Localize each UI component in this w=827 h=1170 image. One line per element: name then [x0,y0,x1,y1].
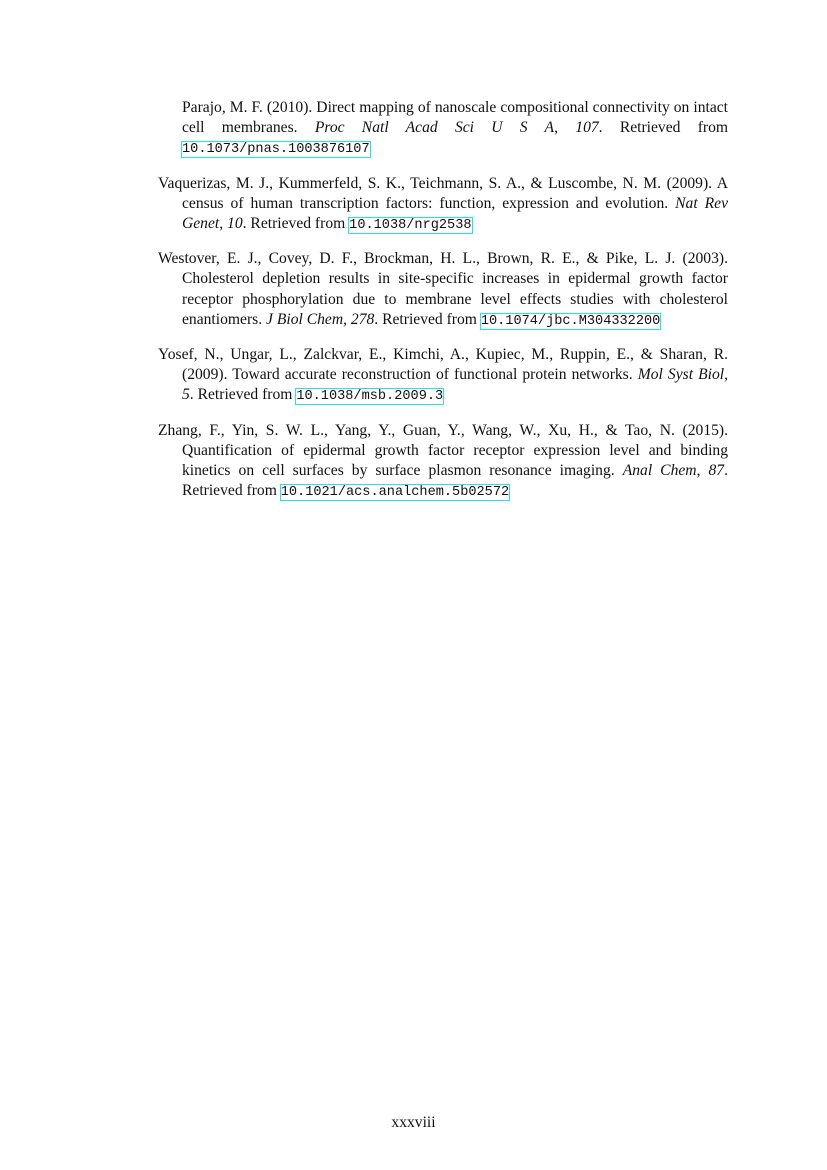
reference-entry [158,421,728,504]
doi-link[interactable]: 10.1074/jbc.M304332200 [480,313,661,329]
reference-separator: , [343,310,351,328]
retrieved-text: . Retrieved from [242,215,350,233]
retrieved-text: . Retrieved from [189,386,297,404]
reference-text: Westover, E. J., Covey, D. F., Brockman, H. L., Brown, R. E., & Pike, L. J. (2003). Cholesterol depletion results in site-specific increases in epidermal growth factor receptor phosphorylation due to membrane level effects studies with cholesterol enantiomers. [158,250,728,328]
journal-name: Anal Chem [622,462,697,480]
reference-entry [158,174,728,237]
retrieved-text: . Retrieved from [182,462,728,500]
reference-separator: , [724,366,728,384]
reference-entry [158,98,728,161]
retrieved-text: . Retrieved from [598,119,729,137]
doi-link[interactable]: 10.1073/pnas.1003876107 [182,142,370,158]
journal-name: Mol Syst Biol [637,366,725,384]
doi-link[interactable]: 10.1038/nrg2538 [349,218,472,234]
doi-link[interactable]: 10.1038/msb.2009.3 [296,389,444,405]
journal-name: Proc Natl Acad Sci U S A [314,119,555,137]
volume-number: 10 [227,215,243,233]
journal-name: J Biol Chem [266,310,344,328]
reference-entry [158,249,728,332]
reference-entry [158,345,728,408]
reference-text: Parajo, M. F. (2010). Direct mapping of nanoscale compositional connectivity on intact cell membranes. [182,99,728,137]
doi-link[interactable]: 10.1021/acs.analchem.5b02572 [280,485,510,501]
reference-list [158,98,728,516]
journal-name: Nat Rev Genet [182,194,729,233]
reference-text: Zhang, F., Yin, S. W. L., Yang, Y., Guan, Y., Wang, W., Xu, H., & Tao, N. (2015). Quantification of epidermal growth factor receptor expression level and binding kinetics on cell surfaces by surface plasmon resonance imaging. [158,421,728,480]
reference-text: Vaquerizas, M. J., Kummerfeld, S. K., Teichmann, S. A., & Luscombe, N. M. (2009). A census of human transcription factors: function, expression and evolution. [158,174,728,212]
volume-number: 87 [708,462,725,480]
volume-number: 5 [182,386,190,404]
reference-separator: , [696,462,709,480]
page-number: xxxviii [391,1114,436,1131]
reference-separator: , [219,215,228,233]
volume-number: 278 [350,310,375,328]
reference-separator: , [554,119,576,137]
volume-number: 107 [575,119,599,137]
reference-text: Yosef, N., Ungar, L., Zalckvar, E., Kimchi, A., Kupiec, M., Ruppin, E., & Sharan, R. (2009). Toward accurate reconstruction of functional protein networks. [158,346,728,384]
retrieved-text: . Retrieved from [374,310,481,328]
